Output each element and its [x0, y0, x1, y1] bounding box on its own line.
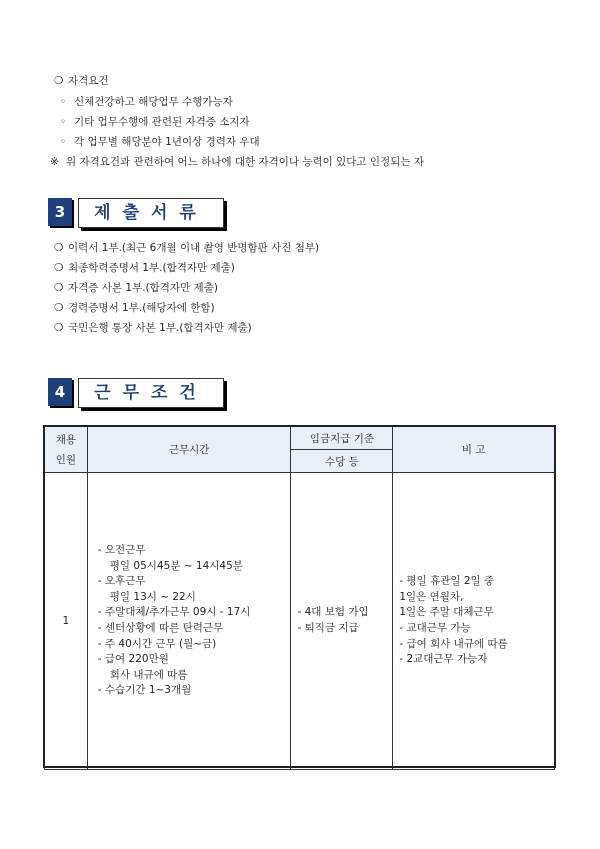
section-3-number: 3 [48, 198, 72, 226]
reference-mark-icon: ※ [50, 156, 59, 168]
header-hours: 근무시간 [87, 427, 291, 473]
list-item: ❍ 이력서 1부.(최근 6개월 이내 촬영 반명함판 사진 첨부) [54, 242, 320, 254]
list-item: ❍ 자격증 사본 1부.(합격자만 제출) [54, 282, 218, 294]
qualifications-heading [54, 73, 109, 88]
circle-bullet-icon: ❍ [54, 302, 64, 314]
small-circle-bullet-icon: ◦ [60, 136, 67, 148]
qualifications-title: 자격요건 [68, 75, 109, 87]
list-item: ◦ 각 업무별 해당분야 1년이상 경력자 우대 [60, 136, 260, 148]
section-3-title: 제출서류 [78, 198, 224, 228]
headcount-cell: 1 [45, 473, 88, 770]
circle-bullet-icon: ❍ [54, 282, 64, 294]
section-4-title: 근무조건 [78, 378, 224, 408]
work-conditions-table [44, 426, 555, 770]
small-circle-bullet-icon: ◦ [60, 96, 67, 108]
section-4-number: 4 [48, 378, 72, 406]
circle-bullet-icon: ❍ [54, 262, 64, 274]
header-allowance: 수당 등 [291, 450, 393, 473]
small-circle-bullet-icon: ◦ [60, 116, 67, 128]
allowance-cell: - 4대 보험 가입 - 퇴직금 지급 [291, 473, 393, 770]
header-headcount: 채용 인원 [45, 427, 88, 473]
remarks-cell: - 평일 휴관일 2일 중 1일은 연월차, 1일은 주말 대체근무 - 교대근무 가능 - 급여 회사 내규에 따름 - 2교대근무 가능자 [393, 473, 555, 770]
circle-bullet-icon: ❍ [54, 322, 64, 334]
circle-bullet-icon: ❍ [54, 242, 64, 254]
header-remarks: 비 고 [393, 427, 555, 473]
table-row [45, 473, 555, 770]
list-item: ❍ 국민은행 통장 사본 1부.(합격자만 제출) [54, 322, 252, 334]
list-item: ❍ 최종학력증명서 1부.(합격자만 제출) [54, 262, 235, 274]
list-item: ❍ 경력증명서 1부.(해당자에 한함) [54, 302, 215, 314]
hours-cell [87, 473, 291, 770]
hours-lines: - 오전근무 평일 05시45분 ~ 14시45분 - 오후근무 평일 13시 ~ 22시 - 주말대체/추가근무 09시 - 17시 - 센터상황에 따른 탄력근무 - 주 40시간 근무 (월~금) - 급여 220만원 회사 내규에 따름 - 수습기간 1~3개월 [97, 544, 251, 697]
list-item: ◦ 신체건강하고 해당업무 수행가능자 [60, 96, 233, 108]
list-item: ◦ 기타 업무수행에 관련된 자격증 소지자 [60, 116, 250, 128]
qualifications-note: ※ 위 자격요건과 관련하여 어느 하나에 대한 자격이나 능력이 있다고 인정되는 자 [50, 156, 424, 168]
circle-bullet-icon: ❍ [54, 75, 64, 87]
header-wage-basis: 임금지급 기준 [291, 427, 393, 450]
